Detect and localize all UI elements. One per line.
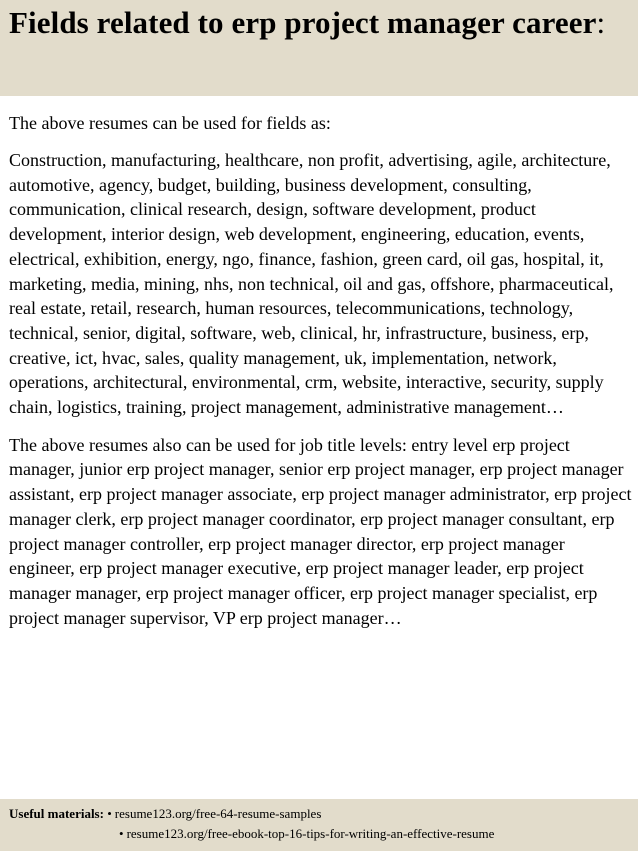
main-content [9, 111, 634, 630]
page-title-text: Fields related to erp project manager career [9, 5, 597, 40]
fields-list: Construction, manufacturing, healthcare, non profit, advertising, agile, architecture, automotive, agency, budget, building, business development, consulting, communication, clinical research, design, software development, product development, interior design, web development, engineering, education, events, electrical, exhibition, energy, ngo, finance, fashion, green card, oil gas, hospital, it, marketing, media, mining, nhs, non technical, oil and gas, offshore, pharmaceutical, real estate, retail, research, human resources, telecommunications, technology, technical, senior, digital, software, web, clinical, hr, infrastructure, business, erp, creative, ict, hvac, sales, quality management, uk, implementation, network, operations, architectural, environmental, crm, website, interactive, security, supply chain, logistics, training, project management, administrative management… [9, 150, 614, 418]
footer-row-2 [9, 824, 638, 844]
job-title-levels: The above resumes also can be used for job title levels: entry level erp project manager, junior erp project manager, senior erp project manager, erp project manager assistant, erp project manager associate, erp project manager administrator, erp project manager clerk, erp project manager coordinator, erp project manager consultant, erp project manager controller, erp project manager director, erp project manager engineer, erp project manager executive, erp project manager leader, erp project manager manager, erp project manager officer, erp project manager specialist, erp project manager supervisor, VP erp project manager… [9, 434, 632, 628]
footer-row-1 [9, 804, 638, 824]
link-resume-samples[interactable]: resume123.org/free-64-resume-samples [114, 806, 322, 821]
link-ebook-tips[interactable]: resume123.org/free-ebook-top-16-tips-for-writing-an-effective-resume [126, 826, 495, 841]
useful-materials-footer [0, 799, 638, 851]
fields-intro: The above resumes can be used for fields as: [9, 113, 331, 133]
page-title [9, 4, 628, 41]
bullet-icon: • [107, 806, 112, 821]
bullet-icon: • [119, 826, 124, 841]
page-title-colon: : [596, 5, 606, 40]
useful-materials-label [9, 804, 104, 824]
useful-materials-label-colon: : [99, 806, 104, 821]
title-band [0, 0, 638, 96]
useful-materials-label-text: Useful materials [9, 806, 100, 821]
